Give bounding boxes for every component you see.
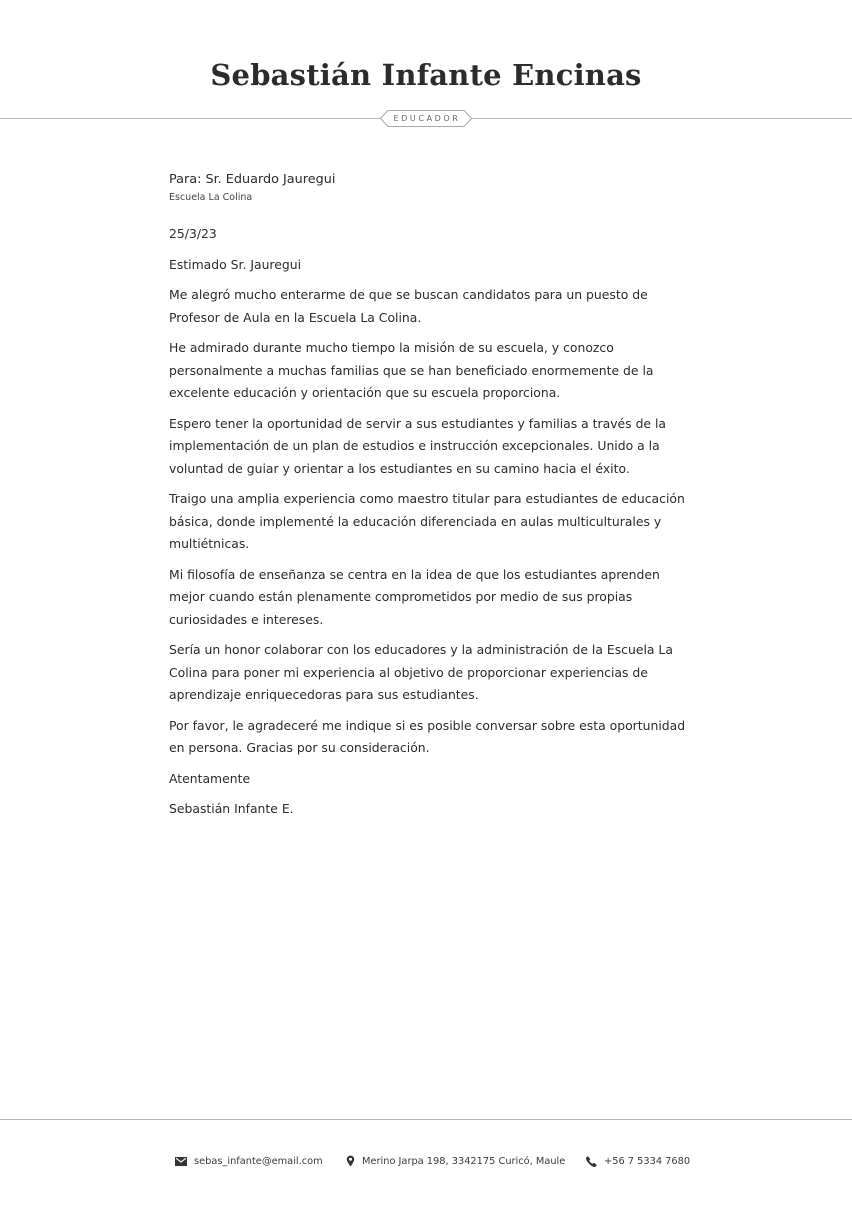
envelope-icon (175, 1157, 187, 1166)
applicant-name: Sebastián Infante Encinas (210, 58, 642, 92)
paragraph: Espero tener la oportunidad de servir a sus estudiantes y familias a través de la implementación de un plan de estudios e instrucción excepcionales. Unido a la voluntad de guiar y orientar a los estudiantes en su camino hacia el éxito. (169, 415, 667, 476)
contact-footer (0, 1152, 852, 1170)
letter-date: 25/3/23 (169, 226, 217, 241)
recipient-line: Para: Sr. Eduardo Jauregui (169, 172, 336, 187)
address-text: Merino Jarpa 198, 3342175 Curicó, Maule (362, 1155, 566, 1167)
footer-divider (0, 1119, 852, 1120)
letter-body (169, 170, 689, 829)
contact-address (346, 1152, 565, 1170)
paragraph: Me alegró mucho enterarme de que se buscan candidatos para un puesto de Profesor de Aula en la Escuela La Colina. (169, 287, 648, 325)
paragraph: Mi filosofía de enseñanza se centra en la idea de que los estudiantes aprenden mejor cuando están plenamente comprometidos por medio de sus propias curiosidades e intereses. (169, 566, 660, 627)
phone-text: +56 7 5334 7680 (604, 1155, 691, 1167)
role-title: EDUCADOR (393, 114, 461, 123)
paragraph: Traigo una amplia experiencia como maestro titular para estudiantes de educación básica, donde implementé la educación diferenciada en aulas multiculturales y multiétnicas. (169, 491, 685, 551)
email-text: sebas_infante@email.com (194, 1155, 323, 1167)
contact-phone[interactable] (586, 1152, 690, 1170)
contact-email[interactable] (175, 1152, 323, 1170)
location-pin-icon (346, 1155, 355, 1167)
paragraph: Sería un honor colaborar con los educadores y la administración de la Escuela La Colina para poner mi experiencia al objetivo de proporcionar experiencias de aprendizaje enriquecedoras para sus estudiantes. (169, 642, 673, 702)
paragraph: Por favor, le agradeceré me indique si es posible conversar sobre esta oportunidad en persona. Gracias por su consideración. (169, 717, 686, 755)
phone-icon (586, 1156, 597, 1167)
greeting: Estimado Sr. Jauregui (169, 256, 302, 272)
role-badge (380, 110, 472, 127)
closing: Atentamente (169, 770, 251, 786)
paragraph: He admirado durante mucho tiempo la misión de su escuela, y conozco personalmente a muchas familias que se han beneficiado enormemente de la excelente educación y orientación que su escuela proporciona. (169, 340, 654, 400)
recipient-school: Escuela La Colina (169, 192, 253, 203)
signature: Sebastián Infante E. (169, 801, 294, 816)
